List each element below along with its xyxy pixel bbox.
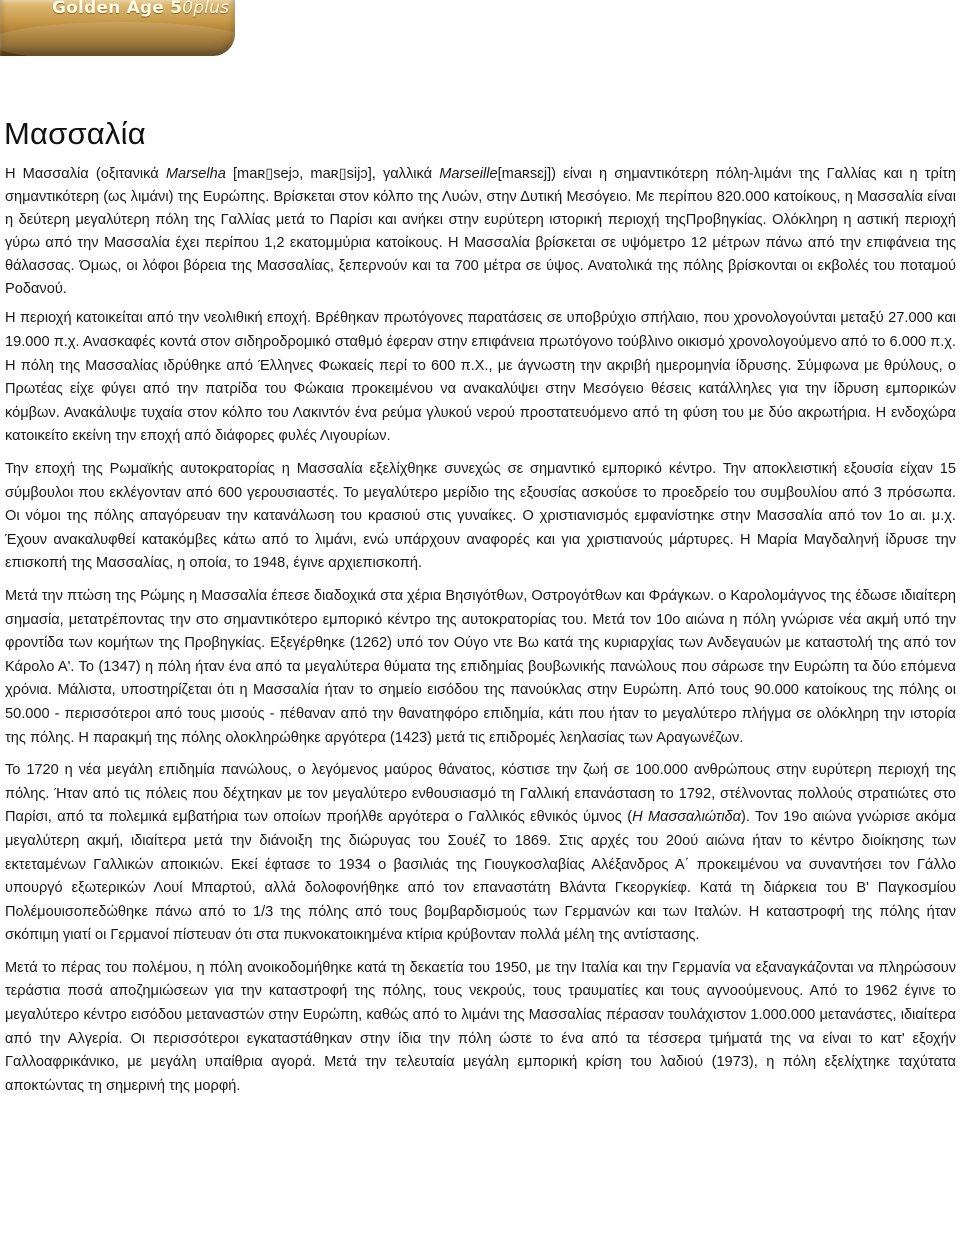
paragraph-text: Η Μασσαλία (οξιτανικά: [5, 166, 166, 182]
page-title: Μασσαλία: [4, 116, 146, 151]
logo-main-text: Golden Age 5: [52, 0, 183, 18]
paragraph-text: Την εποχή της Ρωμαϊκής αυτοκρατορίας η Μασσαλία εξελίχθηκε συνεχώς σε σημαντικό εμπορικό κέντρο. Την αποκλειστική εξουσία είχαν 15 σύμβουλοι που εκλέγονταν από 600 γερουσιαστές. Το μεγαλύτερο μερίδιο της εξουσίας ασκούσε το προεδρείο του συμβουλίου από 3 πρόσωπα. Οι νόμοι της πόλης απαγόρευαν την κατανάλωση του κρασιού στις γυναίκες. Ο χριστιανισμός εμφανίστηκε στην Μασσαλία από τον 1ο αι. μ.χ. Έχουν ανακαλυφθεί κατακόμβες κάτω από το λιμάνι, ενώ υπάρχουν αναφορές και για χριστιανούς μάρτυρες. Η Μαρία Μαγδαληνή ίδρυσε την επισκοπή της Μασσαλίας, η οποία, το 1948, έγινε αρχιεπισκοπή.: [5, 461, 956, 572]
logo-plus-text: 0plus: [182, 0, 230, 18]
paragraph-text: [maʀ▯sejɔ, maʀ▯sijɔ], γαλλικά: [225, 166, 440, 182]
paragraph-text: [maʀsɛj]) είναι η σημαντικότερη πόλη-λιμάνι της Γαλλίας και η τρίτη σημαντικότερη (ως λιμάνι) της Ευρώπης. Βρίσκεται στον κόλπο της Λυών, στην Δυτική Μεσόγειο. Με περίπου 820.000 κατοίκους, η Μασσαλία είναι η δεύτερη μεγαλύτερη πόλη της Γαλλίας μετά το Παρίσι και ανήκει στην ευρύτερη ιστορική περιοχή τηςΠροβηγκίας. Ολόκληρη η αστική περιοχή γύρω από την Μασσαλία έχει περίπου 1,2 εκατομμύρια κατοίκους. Η Μασσαλία βρίσκεται σε υψόμετρο 12 μέτρων πάνω από την επιφάνεια της θάλασσας. Όμως, οι λόφοι βόρεια της Μασσαλίας, ξεπερνούν και τα 700 μέτρα σε ύψος. Ανατολικά της πόλης βρίσκονται οι εκβολές του ποταμού Ροδανού.: [5, 166, 956, 297]
paragraph-text: Το 1720 η νέα μεγάλη επιδημία πανώλους, ο λεγόμενος μαύρος θάνατος, κόστισε την ζωή σε 100.000 ανθρώπους στην ευρύτερη περιοχή της πόλης. Ήταν από τις πόλεις που δέχτηκαν με τον μεγαλύτερο ενθουσιασμό τη Γαλλική επανάσταση το 1792, στέλνοντας πολλούς στρατιώτες στο Παρίσι, από τα πολεμικά εμβατήρια των οποίων προήλθε αργότερα ο Γαλλικός εθνικός ύμνος (: [5, 762, 956, 826]
article-paragraph: [5, 307, 956, 449]
article-paragraph: [5, 458, 956, 576]
paragraph-text: Η περιοχή κατοικείται από την νεολιθική εποχή. Βρέθηκαν πρωτόγονες παρατάσεις σε υποβρύχιο σπήλαιο, που χρονολογούνται μεταξύ 27.000 και 19.000 π.χ. Ανασκαφές κοντά στον σιδηροδρομικό σταθμό έφεραν στην επιφάνεια πρωτόγονο τούβλινο οικισμό χρονολογούμενο από το 6.000 π.χ. Η πόλη της Μασσαλίας ιδρύθηκε από Έλληνες Φωκαείς περί το 600 π.Χ., με άγνωστη την ακριβή ημερομηνία ίδρυσης. Σύμφωνα με θρύλους, ο Πρωτέας είχε φύγει από την πατρίδα του Φώκαια προκειμένου να ανακαλύψει στην Μεσόγειο θέσεις κατάλληλες για την ίδρυση εμπορικών κόμβων. Ανακάλυψε τυχαία στον κόλπο του Λακιντόν ένα ρεύμα γλυκού νερού προστατευόμενο από τη φύση του με δύο ακρωτήρια. Η ενδοχώρα κατοικείτο εκείνη την εποχή από διάφορες φυλές Λιγουρίων.: [5, 310, 956, 445]
paragraph-text: ). Τον 19ο αιώνα γνώρισε ακόμα μεγαλύτερη ακμή, ιδιαίτερα μετά την διάνοιξη της διώρυγας του Σουέζ το 1869. Στις αρχές του 20ού αιώνα ήταν το κέντρο διοίκησης των εκτεταμένων Γαλλικών αποικιών. Εκεί έφτασε το 1934 ο βασιλιάς της Γιουγκοσλαβίας Αλέξανδρος Α΄ προκειμένου να συναντήσει τον Γάλλο υπουργό εξωτερικών Λουί Μπαρτού, αλλά δολοφονήθηκε από τον επαναστάτη Βλάντα Γκεοργκίεφ. Κατά τη διάρκεια του Β' Παγκοσμίου Πολέμουισοπεδώθηκε πάνω από το 1/3 της πόλης από τους βομβαρδισμούς των Γερμανών και των Ιταλών. Η καταστροφή της πόλης ήταν σκόπιμη γιατί οι Γερμανοί πίστευαν ότι στα πυκνοκατοικημένα κτίρια κρύβονταν πολλά μέλη της αντίστασης.: [5, 809, 956, 944]
italic-term: Marselha: [165, 166, 226, 182]
article-paragraph: [5, 957, 956, 1099]
article-paragraph: [5, 163, 956, 300]
article-paragraph: [5, 585, 956, 750]
italic-term: Marseille: [439, 166, 498, 182]
site-logo[interactable]: [0, 0, 235, 56]
logo-text: [52, 0, 229, 18]
paragraph-text: Μετά την πτώση της Ρώμης η Μασσαλία έπεσε διαδοχικά στα χέρια Βησιγότθων, Οστρογότθων και Φράγκων. ο Καρολομάγνος της έδωσε ιδιαίτερη σημασία, μετατρέποντας την στο σημαντικότερο εμπορικό κέντρο της αυτοκρατορίας του. Μετά τον 10ο αιώνα η πόλη γνώρισε νέα ακμή υπό την φροντίδα των κομήτων της Προβηγκίας. Εξεγέρθηκε (1262) υπό τον Ούγο ντε Βω κατά της κυριαρχίας των Ανδεγαυών με καταστολή της από τον Κάρολο Α'. Το (1347) η πόλη ήταν ένα από τα μεγαλύτερα θύματα της επιδημίας βουβωνικής πανώλους που σάρωσε την Ευρώπη τα δύο επόμενα χρόνια. Μάλιστα, υποστηρίζεται ότι η Μασσαλία ήταν το σημείο εισόδου της πανούκλας στην Ευρώπη. Από τους 90.000 κατοίκους της πόλης οι 50.000 - περισσότεροι από τους μισούς - πέθαναν από την θανατηφόρο επιδημία, κάτι που ήταν το μεγαλύτερο πλήγμα σε ολόκληρη την ιστορία της πόλης. Η παρακμή της πόλης ολοκληρώθηκε αργότερα (1423) μετά τις επιδρομές λεηλασίας των Αραγωνέζων.: [5, 587, 956, 746]
paragraph-text: Μετά το πέρας του πολέμου, η πόλη ανοικοδομήθηκε κατά τη δεκαετία του 1950, με την Ιταλία και την Γερμανία να εξαναγκάζονται να πληρώσουν τεράστια ποσά αποζημιώσεων για την καταστροφή της πόλης, τους νεκρούς, τους τραυματίες και τους αγνοούμενους. Από το 1962 έγινε το μεγαλύτερο κέντρο εισόδου μεταναστών στην Ευρώπη, καθώς από το λιμάνι της Μασσαλίας πέρασαν τουλάχιστον 1.000.000 μετανάστες, ιδιαίτερα από την Αλγερία. Οι περισσότεροι εγκαταστάθηκαν στην ίδια την πόλη ώστε το ένα από τα τέσσερα τμήματά της να είναι το κατ' εξοχήν Γαλλοαφρικάνικο, με μεγάλη υπαίθρια αγορά. Μετά την τελευταία μεγάλη εμπορική κρίση του λαδιού (1973), η πόλη εξελίχτηκε ταχύτατα αποκτώντας τη σημερινή της μορφή.: [5, 959, 956, 1094]
article-paragraph: [5, 759, 956, 948]
italic-term: Η Μασσαλιώτιδα: [632, 809, 741, 826]
article-body: [5, 163, 956, 1107]
logo-shine: [0, 22, 235, 56]
